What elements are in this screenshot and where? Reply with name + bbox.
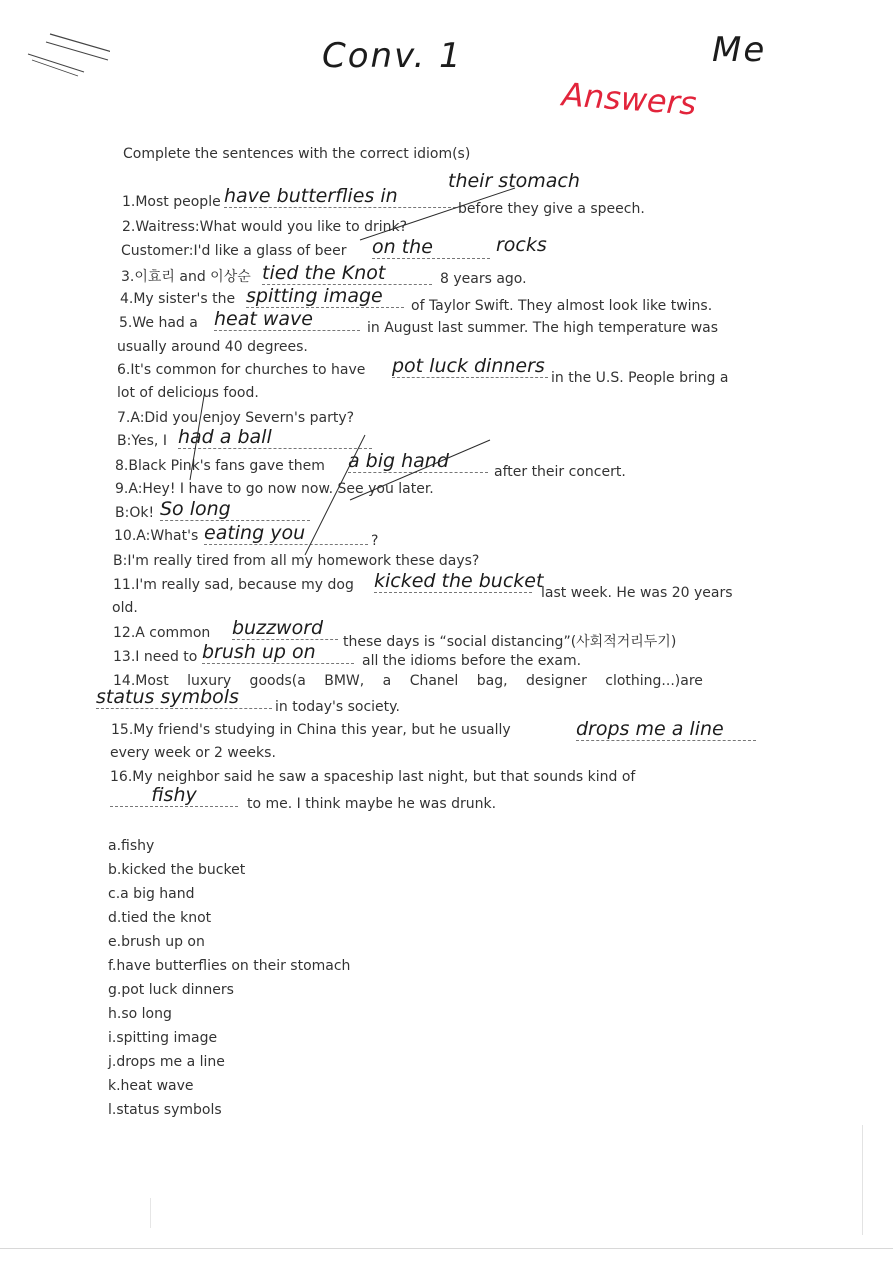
q7-b: B:Yes, I — [117, 433, 167, 449]
q2-text: 2.Waitress:What would you like to drink? — [122, 219, 408, 235]
choice-item: d.tied the knot — [108, 910, 212, 926]
q1-answer: have butterflies in — [224, 185, 456, 208]
q4-after: of Taylor Swift. They almost look like twins. — [411, 298, 713, 314]
instructions: Complete the sentences with the correct idiom(s) — [123, 146, 471, 162]
q4-text: 4.My sister's the — [120, 291, 236, 307]
q3-after: 8 years ago. — [440, 271, 527, 287]
q16-answer: fishy — [110, 784, 238, 807]
q13-text: 13.I need to — [113, 649, 198, 665]
q9-b: B:Ok! — [115, 505, 155, 521]
q14-answer: status symbols — [96, 686, 272, 709]
q1-answer-cont: their stomach — [448, 170, 580, 192]
word-bank — [108, 838, 350, 1126]
q15-cont: every week or 2 weeks. — [110, 745, 276, 761]
q10-after: ? — [371, 533, 379, 549]
q10-answer: eating you — [204, 522, 368, 545]
scan-mark — [862, 1125, 863, 1235]
q11-text: 11.I'm really sad, because my dog — [113, 577, 354, 593]
q4-answer: spitting image — [246, 285, 404, 308]
choice-item: e.brush up on — [108, 934, 205, 950]
q11-after: last week. He was 20 years — [541, 585, 733, 601]
q3-text: 3.이효리 and 이상순 — [121, 269, 251, 285]
q13-after: all the idioms before the exam. — [362, 653, 582, 669]
choice-item: h.so long — [108, 1006, 172, 1022]
choice-item: j.drops me a line — [108, 1054, 225, 1070]
choice-item: b.kicked the bucket — [108, 862, 246, 878]
pen-strike-icon — [160, 180, 520, 560]
q8-text: 8.Black Pink's fans gave them — [115, 458, 325, 474]
choice-item: l.status symbols — [108, 1102, 222, 1118]
q5-text: 5.We had a — [119, 315, 198, 331]
student-name: Me — [712, 30, 767, 70]
q5-cont: usually around 40 degrees. — [117, 339, 308, 355]
q11-answer: kicked the bucket — [374, 570, 544, 592]
q12-text: 12.A common — [113, 625, 211, 641]
q2-answer: on the — [372, 236, 490, 259]
q2-customer: Customer:I'd like a glass of beer — [121, 243, 347, 259]
pen-scribble-icon — [20, 28, 110, 83]
q15-text: 15.My friend's studying in China this year, but he usually — [111, 722, 511, 738]
q1-after: before they give a speech. — [458, 201, 645, 217]
q6-answer: pot luck dinners — [392, 355, 548, 378]
q16-text: 16.My neighbor said he saw a spaceship last night, but that sounds kind of — [110, 769, 636, 785]
q10-b: B:I'm really tired from all my homework these days? — [113, 553, 480, 569]
q14-text: 14.Most luxury goods(a BMW, a Chanel bag, designer clothing...)are — [113, 673, 703, 689]
choice-item: g.pot luck dinners — [108, 982, 234, 998]
q2-answer-cont: rocks — [496, 234, 547, 256]
q16-after: to me. I think maybe he was drunk. — [247, 796, 497, 812]
q10-text: 10.A:What's — [114, 528, 199, 544]
q5-answer: heat wave — [214, 308, 360, 331]
scan-mark — [150, 1198, 151, 1228]
q12-answer: buzzword — [232, 617, 338, 640]
q7-answer: had a ball — [178, 426, 372, 449]
q14-after: in today's society. — [275, 699, 400, 715]
q7-text: 7.A:Did you enjoy Severn's party? — [117, 410, 355, 426]
q12-after: these days is “social distancing”(사회적거리두기) — [343, 634, 677, 650]
answers-label: Answers — [560, 75, 698, 123]
q8-answer: a big hand — [348, 450, 488, 473]
choice-item: f.have butterflies on their stomach — [108, 958, 351, 974]
q6-text: 6.It's common for churches to have — [117, 362, 366, 378]
class-label: Conv. 1 — [322, 36, 463, 76]
q6-after: in the U.S. People bring a — [551, 370, 729, 386]
choice-item: k.heat wave — [108, 1078, 194, 1094]
q8-after: after their concert. — [494, 464, 626, 480]
choice-item: a.fishy — [108, 838, 155, 854]
q6-cont: lot of delicious food. — [117, 385, 259, 401]
q9-text: 9.A:Hey! I have to go now now. See you later. — [115, 481, 434, 497]
q1-text: 1.Most people — [122, 194, 221, 210]
q11-cont: old. — [112, 600, 138, 616]
choice-item: c.a big hand — [108, 886, 195, 902]
page-edge — [0, 1248, 893, 1249]
q5-after: in August last summer. The high temperature was — [367, 320, 719, 336]
q15-answer: drops me a line — [576, 718, 756, 741]
q13-answer: brush up on — [202, 641, 354, 664]
q3-answer: tied the Knot — [262, 262, 432, 285]
q9-answer: So long — [160, 498, 310, 521]
choice-item: i.spitting image — [108, 1030, 218, 1046]
